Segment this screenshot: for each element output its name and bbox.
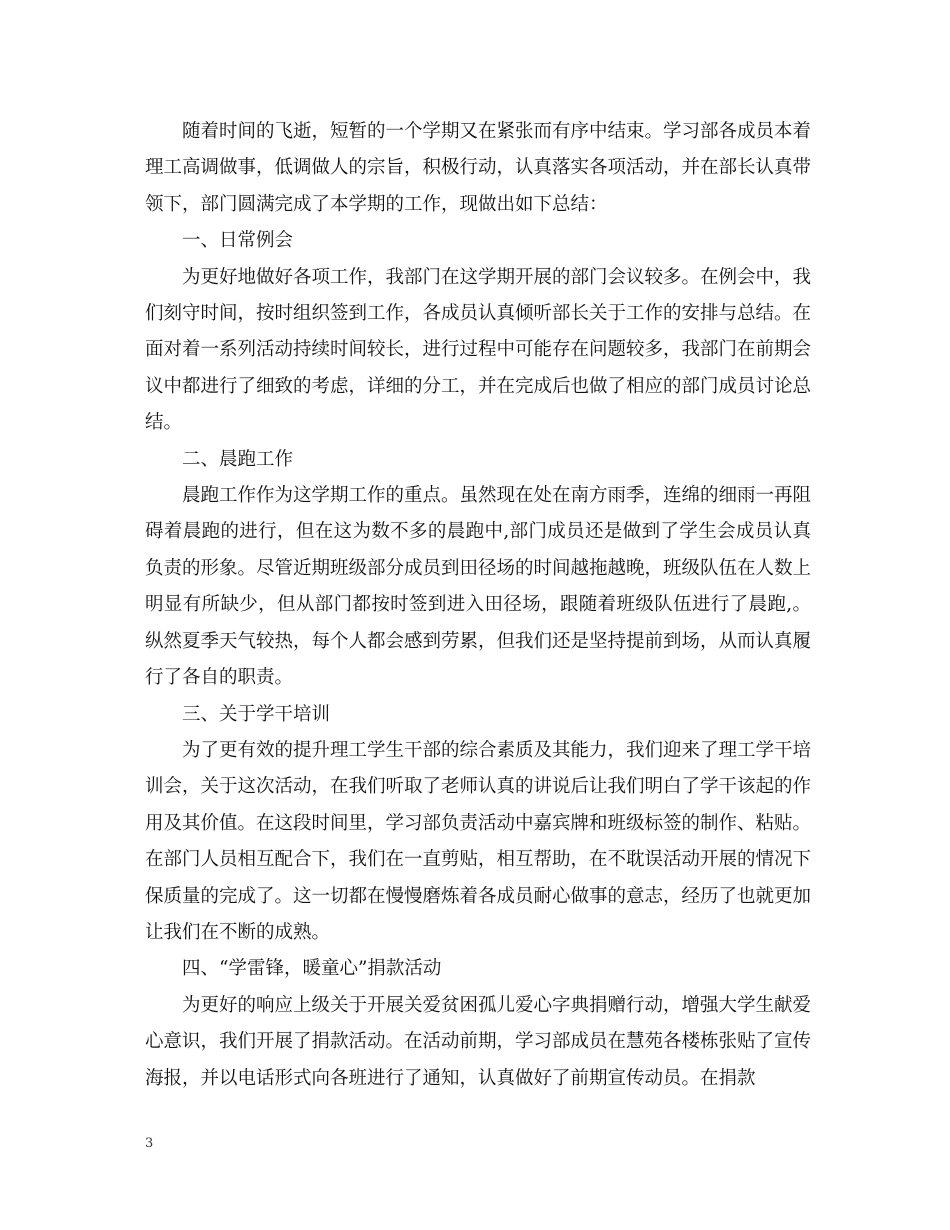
section-body-daily-meeting: 为更好地做好各项工作，我部门在这学期开展的部门会议较多。在例会中，我们刻守时间，按时组织签到工作，各成员认真倾听部长关于工作的安排与总结。在面对着一系列活动持续时间较长，进行过程中可能存在问题较多，我部门在前期会议中都进行了细致的考虑，详细的分工，并在完成后也做了相应的部门成员讨论总结。 (145, 266, 812, 434)
section-body-donation: 为更好的响应上级关于开展关爱贫困孤儿爱心字典捐赠行动，增强大学生献爱心意识，我们开展了捐款活动。在活动前期，学习部成员在慧苑各楼栋张贴了宣传海报，并以电话形式向各班进行了通知，认真做好了前期宣传动员。在捐款 (145, 994, 812, 1089)
section-heading-morning-run: 二、晨跑工作 (182, 448, 294, 470)
document-body (145, 114, 811, 1097)
section-body-morning-run: 晨跑工作作为这学期工作的重点。虽然现在处在南方雨季，连绵的细雨一再阻碍着晨跑的进行，但在这为数不多的晨跑中,部门成员还是做到了学生会成员认真负责的形象。尽管近期班级部分成员到田径场的时间越拖越晚，班级队伍在人数上明显有所缺少，但从部门都按时签到进入田径场，跟随着班级队伍进行了晨跑,。纵然夏季天气较热，每个人都会感到劳累，但我们还是坚持提前到场，从而认真履行了各自的职责。 (145, 485, 812, 689)
section-heading-daily-meeting: 一、日常例会 (182, 230, 294, 252)
page-number: 3 (145, 1136, 154, 1151)
section-body-cadre-training: 为了更有效的提升理工学生干部的综合素质及其能力，我们迎来了理工学干培训会，关于这次活动，在我们听取了老师认真的讲说后让我们明白了学干该起的作用及其价值。在这段时间里，学习部负责活动中嘉宾牌和班级标签的制作、粘贴。在部门人员相互配合下，我们在一直剪贴，相互帮助，在不耽误活动开展的情况下保质量的完成了。这一切都在慢慢磨炼着各成员耐心做事的意志，经历了也就更加让我们在不断的成熟。 (145, 739, 812, 943)
section-heading-cadre-training: 三、关于学干培训 (182, 703, 331, 725)
section-heading-donation: 四、“学雷锋，暖童心”捐款活动 (182, 958, 442, 980)
intro-paragraph: 随着时间的飞逝，短暂的一个学期又在紧张而有序中结束。学习部各成员本着理工高调做事，低调做人的宗旨，积极行动，认真落实各项活动，并在部长认真带领下，部门圆满完成了本学期的工作，现做出如下总结： (145, 121, 812, 215)
